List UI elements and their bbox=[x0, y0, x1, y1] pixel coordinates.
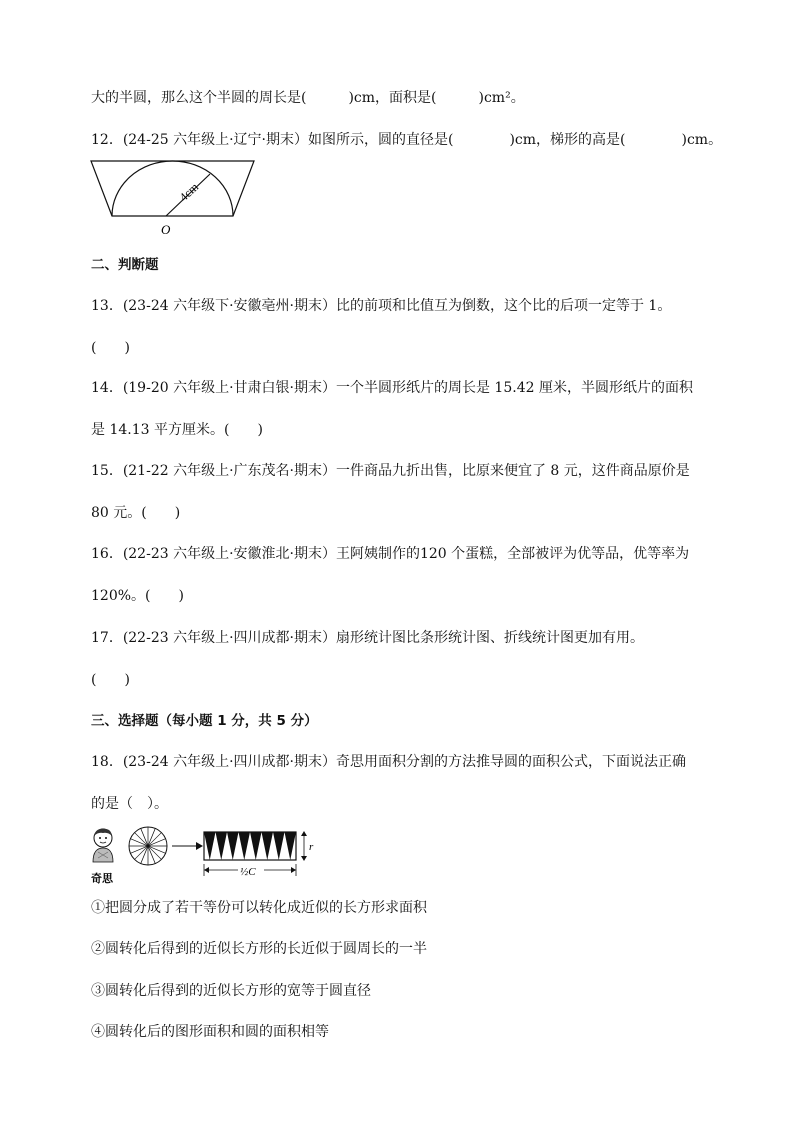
trapezoid-shape bbox=[91, 161, 254, 216]
question-18-line-1: 18．(23-24 六年级上·四川成都·期末）奇思用面积分割的方法推导圆的面积公式，下面说法正确 bbox=[91, 754, 686, 770]
question-17-answer-blank[interactable]: ( ) bbox=[91, 672, 130, 688]
section-2-heading: 二、判断题 bbox=[91, 257, 159, 273]
question-16-line-2: 120%。( ) bbox=[91, 588, 184, 604]
trapezoid-semicircle-figure bbox=[88, 158, 258, 242]
center-label: O bbox=[161, 222, 171, 237]
option-4[interactable]: ④圆转化后的图形面积和圆的面积相等 bbox=[91, 1024, 329, 1040]
radius-label: 4cm bbox=[176, 179, 202, 205]
question-12-text: 12．(24-25 六年级上·辽宁·期末）如图所示，圆的直径是( )cm，梯形的高是( )cm。 bbox=[91, 132, 723, 148]
circle-area-derivation-figure bbox=[88, 826, 328, 892]
question-14-line-2: 是 14.13 平方厘米。( ) bbox=[91, 422, 263, 438]
student-avatar-icon bbox=[93, 829, 113, 862]
question-13-line-1: 13．(23-24 六年级下·安徽亳州·期末）比的前项和比值互为倒数，这个比的后项一定等于 1。 bbox=[91, 298, 672, 314]
arrow-right-icon bbox=[172, 842, 203, 850]
question-13-answer-blank[interactable]: ( ) bbox=[91, 340, 130, 356]
divided-circle bbox=[129, 827, 167, 865]
width-r-label: r bbox=[309, 841, 314, 853]
option-3[interactable]: ③圆转化后得到的近似长方形的宽等于圆直径 bbox=[91, 983, 371, 999]
question-15-line-2: 80 元。( ) bbox=[91, 505, 181, 521]
student-name-label: 奇思 bbox=[91, 872, 113, 885]
semicircle-shape bbox=[112, 161, 233, 216]
approximate-rectangle bbox=[204, 832, 296, 860]
option-2[interactable]: ②圆转化后得到的近似长方形的长近似于圆周长的一半 bbox=[91, 941, 427, 957]
question-14-line-1: 14．(19-20 六年级上·甘肃白银·期末）一个半圆形纸片的周长是 15.42 厘米，半圆形纸片的面积 bbox=[91, 380, 693, 396]
length-half-c-label: ½C bbox=[240, 866, 256, 878]
section-3-heading: 三、选择题（每小题 1 分，共 5 分） bbox=[91, 713, 318, 729]
question-18-line-2: 的是（ ）。 bbox=[91, 796, 168, 812]
option-1[interactable]: ①把圆分成了若干等份可以转化成近似的长方形求面积 bbox=[91, 900, 427, 916]
question-17-line-1: 17．(22-23 六年级上·四川成都·期末）扇形统计图比条形统计图、折线统计图更加有用。 bbox=[91, 630, 644, 646]
question-15-line-1: 15．(21-22 六年级上·广东茂名·期末）一件商品九折出售，比原来便宜了 8 元，这件商品原价是 bbox=[91, 463, 690, 479]
question-11-tail: 大的半圆，那么这个半圆的周长是( )cm，面积是( )cm²。 bbox=[91, 90, 525, 106]
question-16-line-1: 16．(22-23 六年级上·安徽淮北·期末）王阿姨制作的120 个蛋糕，全部被评为优等品，优等率为 bbox=[91, 546, 690, 562]
